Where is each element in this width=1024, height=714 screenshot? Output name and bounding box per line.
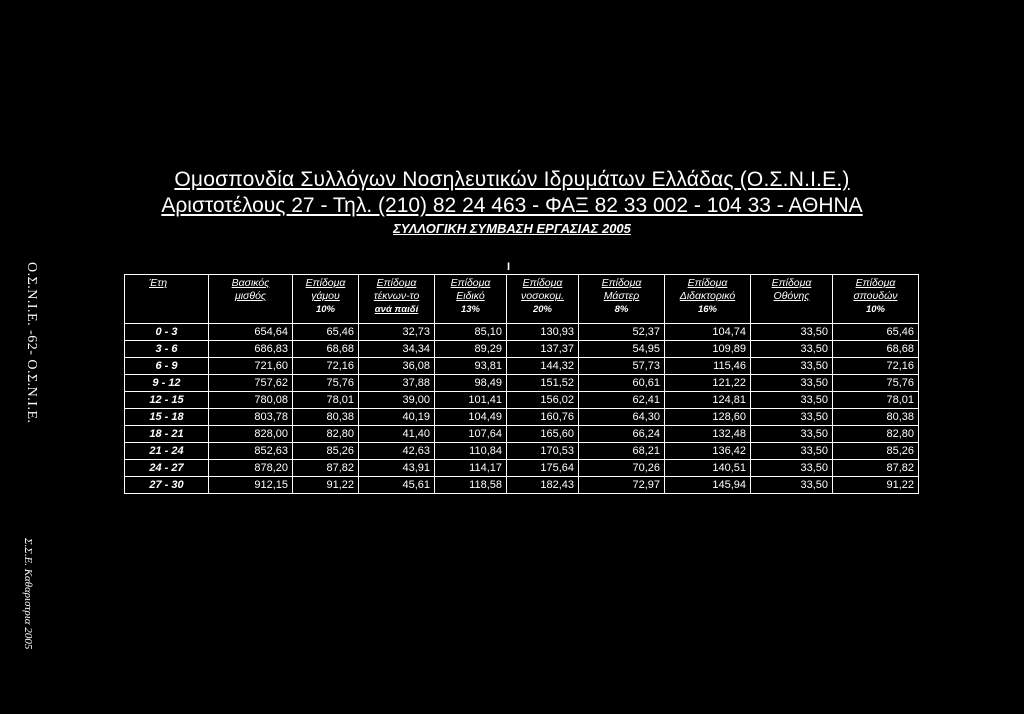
value-cell: 80,38	[833, 409, 919, 426]
value-cell: 165,60	[507, 426, 579, 443]
value-cell: 33,50	[751, 460, 833, 477]
document-header	[0, 168, 1024, 236]
value-cell: 72,16	[833, 358, 919, 375]
document-title: ΣΥΛΛΟΓΙΚΗ ΣΥΜΒΑΣΗ ΕΡΓΑΣΙΑΣ 2005	[393, 221, 631, 236]
value-cell: 828,00	[209, 426, 293, 443]
federation-address: Αριστοτέλους 27 - Τηλ. (210) 82 24 463 - ΦΑΞ 82 33 002 - 104 33 - ΑΘΗΝΑ	[161, 194, 863, 217]
value-cell: 114,17	[435, 460, 507, 477]
years-cell: 18 - 21	[125, 426, 209, 443]
value-cell: 43,91	[359, 460, 435, 477]
value-cell: 757,62	[209, 375, 293, 392]
value-cell: 66,24	[579, 426, 665, 443]
value-cell: 87,82	[833, 460, 919, 477]
value-cell: 68,68	[833, 341, 919, 358]
value-cell: 104,74	[665, 324, 751, 341]
column-header: Επίδομα Διδακτορικό 16%	[665, 275, 751, 324]
table-row	[125, 341, 919, 358]
value-cell: 72,97	[579, 477, 665, 494]
value-cell: 36,08	[359, 358, 435, 375]
table-row	[125, 409, 919, 426]
value-cell: 721,60	[209, 358, 293, 375]
value-cell: 130,93	[507, 324, 579, 341]
value-cell: 62,41	[579, 392, 665, 409]
value-cell: 33,50	[751, 341, 833, 358]
value-cell: 39,00	[359, 392, 435, 409]
years-cell: 12 - 15	[125, 392, 209, 409]
value-cell: 136,42	[665, 443, 751, 460]
value-cell: 78,01	[833, 392, 919, 409]
value-cell: 93,81	[435, 358, 507, 375]
page-mark: I	[507, 261, 511, 273]
value-cell: 34,34	[359, 341, 435, 358]
years-cell: 6 - 9	[125, 358, 209, 375]
value-cell: 60,61	[579, 375, 665, 392]
table-row	[125, 358, 919, 375]
years-cell: 3 - 6	[125, 341, 209, 358]
value-cell: 686,83	[209, 341, 293, 358]
federation-name: Ομοσπονδία Συλλόγων Νοσηλευτικών Ιδρυμάτων Ελλάδας (Ο.Σ.Ν.Ι.Ε.)	[174, 168, 850, 191]
column-header: Επίδομα τέκνων-το ανά παιδί	[359, 275, 435, 324]
value-cell: 40,19	[359, 409, 435, 426]
value-cell: 33,50	[751, 426, 833, 443]
value-cell: 82,80	[833, 426, 919, 443]
column-header: Επίδομα σπουδών 10%	[833, 275, 919, 324]
value-cell: 170,53	[507, 443, 579, 460]
value-cell: 52,37	[579, 324, 665, 341]
value-cell: 89,29	[435, 341, 507, 358]
value-cell: 33,50	[751, 358, 833, 375]
value-cell: 82,80	[293, 426, 359, 443]
value-cell: 137,37	[507, 341, 579, 358]
value-cell: 145,94	[665, 477, 751, 494]
years-cell: 27 - 30	[125, 477, 209, 494]
value-cell: 85,26	[293, 443, 359, 460]
column-header: Βασικός μισθός	[209, 275, 293, 324]
value-cell: 140,51	[665, 460, 751, 477]
value-cell: 128,60	[665, 409, 751, 426]
value-cell: 132,48	[665, 426, 751, 443]
value-cell: 75,76	[833, 375, 919, 392]
value-cell: 803,78	[209, 409, 293, 426]
value-cell: 107,64	[435, 426, 507, 443]
value-cell: 54,95	[579, 341, 665, 358]
years-cell: 0 - 3	[125, 324, 209, 341]
value-cell: 42,63	[359, 443, 435, 460]
value-cell: 156,02	[507, 392, 579, 409]
side-footer-label: Σ.Σ.Ε. Καθαριστρια 2005	[22, 538, 34, 650]
table-row	[125, 324, 919, 341]
column-header: Επίδομα νοσοκομ. 20%	[507, 275, 579, 324]
value-cell: 33,50	[751, 409, 833, 426]
value-cell: 32,73	[359, 324, 435, 341]
years-cell: 15 - 18	[125, 409, 209, 426]
table-row	[125, 477, 919, 494]
years-cell: 24 - 27	[125, 460, 209, 477]
value-cell: 124,81	[665, 392, 751, 409]
value-cell: 878,20	[209, 460, 293, 477]
value-cell: 91,22	[833, 477, 919, 494]
value-cell: 151,52	[507, 375, 579, 392]
table-row	[125, 460, 919, 477]
value-cell: 87,82	[293, 460, 359, 477]
table-row	[125, 392, 919, 409]
value-cell: 182,43	[507, 477, 579, 494]
value-cell: 118,58	[435, 477, 507, 494]
column-header: Επίδομα Μάστερ 8%	[579, 275, 665, 324]
value-cell: 33,50	[751, 443, 833, 460]
value-cell: 85,10	[435, 324, 507, 341]
salary-table	[124, 274, 919, 494]
value-cell: 45,61	[359, 477, 435, 494]
value-cell: 654,64	[209, 324, 293, 341]
value-cell: 110,84	[435, 443, 507, 460]
table-header-row	[125, 275, 919, 324]
value-cell: 37,88	[359, 375, 435, 392]
table-row	[125, 375, 919, 392]
value-cell: 160,76	[507, 409, 579, 426]
value-cell: 65,46	[833, 324, 919, 341]
value-cell: 70,26	[579, 460, 665, 477]
value-cell: 64,30	[579, 409, 665, 426]
table-row	[125, 426, 919, 443]
value-cell: 912,15	[209, 477, 293, 494]
value-cell: 121,22	[665, 375, 751, 392]
years-cell: 9 - 12	[125, 375, 209, 392]
value-cell: 57,73	[579, 358, 665, 375]
column-header: Επίδομα Οθόνης	[751, 275, 833, 324]
value-cell: 68,21	[579, 443, 665, 460]
value-cell: 175,64	[507, 460, 579, 477]
value-cell: 78,01	[293, 392, 359, 409]
value-cell: 98,49	[435, 375, 507, 392]
table-row	[125, 443, 919, 460]
value-cell: 68,68	[293, 341, 359, 358]
value-cell: 85,26	[833, 443, 919, 460]
value-cell: 33,50	[751, 392, 833, 409]
column-header: Έτη	[125, 275, 209, 324]
value-cell: 91,22	[293, 477, 359, 494]
years-cell: 21 - 24	[125, 443, 209, 460]
value-cell: 80,38	[293, 409, 359, 426]
value-cell: 115,46	[665, 358, 751, 375]
column-header: Επίδομα γάμου 10%	[293, 275, 359, 324]
value-cell: 144,32	[507, 358, 579, 375]
value-cell: 852,63	[209, 443, 293, 460]
value-cell: 33,50	[751, 375, 833, 392]
column-header: Επίδομα Ειδικό 13%	[435, 275, 507, 324]
value-cell: 780,08	[209, 392, 293, 409]
value-cell: 72,16	[293, 358, 359, 375]
table-body	[125, 324, 919, 494]
value-cell: 41,40	[359, 426, 435, 443]
side-page-label: Ο.Σ.Ν.Ι.Ε. -62- Ο.Σ.Ν.Ι.Ε.	[24, 262, 39, 424]
value-cell: 75,76	[293, 375, 359, 392]
value-cell: 104,49	[435, 409, 507, 426]
value-cell: 65,46	[293, 324, 359, 341]
value-cell: 33,50	[751, 324, 833, 341]
value-cell: 109,89	[665, 341, 751, 358]
value-cell: 33,50	[751, 477, 833, 494]
value-cell: 101,41	[435, 392, 507, 409]
